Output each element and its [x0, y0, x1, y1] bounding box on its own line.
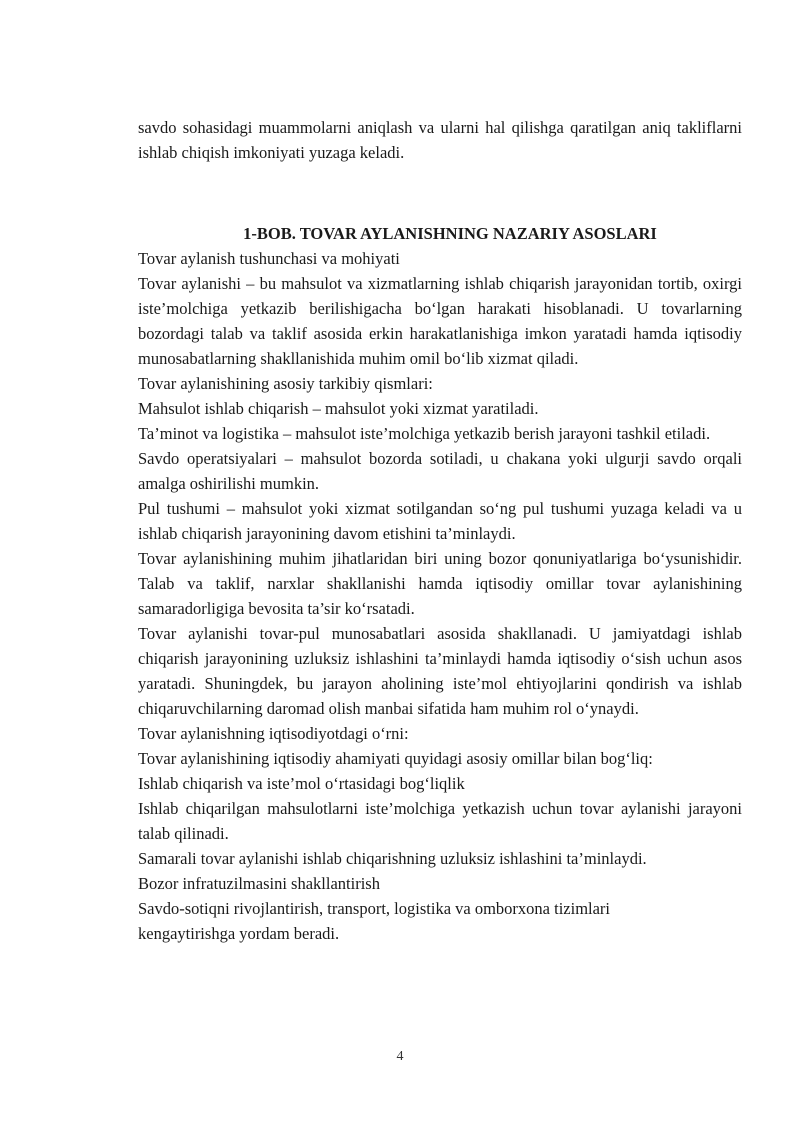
paragraph-commodity-money: Tovar aylanishi tovar-pul munosabatlari asosida shakllanadi. U jamiyatdagi ishlab chiqarish jarayonining uzluksiz ishlashini ta’minlaydi hamda iqtisodiy o‘sish uchun asos yaratadi. Shuningdek, bu jarayon aholining iste’mol ehtiyojlarini qondirish va ishlab chiqaruvchilarning daromad olish manbai sifatida ham muhim rol o‘ynaydi. — [138, 624, 742, 718]
paragraph-definition: Tovar aylanishi – bu mahsulot va xizmatlarning ishlab chiqarish jarayonidan tortib, oxirgi iste’molchiga yetkazib berilishigacha bo‘lgan harakati hisoblanadi. U tovarlarning bozordagi talab va taklif asosida erkin harakatlanishiga imkon yaratadi hamda iqtisodiy munosabatlarning shakllanishida muhim omil bo‘lib xizmat qiladi. — [138, 274, 742, 368]
paragraph-trade-development: Savdo-sotiqni rivojlantirish, transport, logistika va omborxona tizimlari kengaytirishga yordam beradi. — [138, 899, 611, 943]
list-item-trade: Savdo operatsiyalari – mahsulot bozorda sotiladi, u chakana yoki ulgurji savdo orqali amalga oshirilishi mumkin. — [138, 449, 742, 493]
paragraph-continuity: Samarali tovar aylanishi ishlab chiqarishning uzluksiz ishlashini ta’minlaydi. — [138, 849, 647, 868]
list-item-production: Mahsulot ishlab chiqarish – mahsulot yoki xizmat yaratiladi. — [138, 399, 539, 418]
paragraph-delivery: Ishlab chiqarilgan mahsulotlarni iste’molchiga yetkazish uchun tovar aylanishi jarayoni talab qilinadi. — [138, 799, 742, 843]
intro-paragraph: savdo sohasidagi muammolarni aniqlash va ularni hal qilishga qaratilgan aniq takliflarni ishlab chiqish imkoniyati yuzaga keladi. — [138, 118, 742, 162]
section-title-concept: Tovar aylanish tushunchasi va mohiyati — [138, 249, 400, 268]
paragraph-market-laws: Tovar aylanishining muhim jihatlaridan biri uning bozor qonuniyatlariga bo‘ysunishidir. Talab va taklif, narxlar shakllanishi hamda iqtisodiy omillar tovar aylanishining samaradorligiga bevosita ta’sir ko‘rsatadi. — [138, 549, 742, 618]
list-item-revenue: Pul tushumi – mahsulot yoki xizmat sotilgandan so‘ng pul tushumi yuzaga keladi va u ishlab chiqarish jarayonining davom etishini ta’minlaydi. — [138, 499, 742, 543]
list-item-logistics: Ta’minot va logistika – mahsulot iste’molchiga yetkazib berish jarayoni tashkil etiladi. — [138, 424, 711, 443]
page-number: 4 — [396, 1049, 404, 1064]
paragraph-economic-importance: Tovar aylanishining iqtisodiy ahamiyati quyidagi asosiy omillar bilan bog‘liq: — [138, 749, 653, 768]
section-title-role: Tovar aylanishning iqtisodiyotdagi o‘rni: — [138, 724, 409, 743]
page-content — [138, 115, 742, 946]
subheading-production-consumption: Ishlab chiqarish va iste’mol o‘rtasidagi bog‘liqlik — [138, 774, 465, 793]
subheading-infrastructure: Bozor infratuzilmasini shakllantirish — [138, 874, 380, 893]
chapter-heading: 1-BOB. TOVAR AYLANISHNING NAZARIY ASOSLARI — [243, 224, 657, 243]
list-heading-components: Tovar aylanishining asosiy tarkibiy qismlari: — [138, 374, 433, 393]
